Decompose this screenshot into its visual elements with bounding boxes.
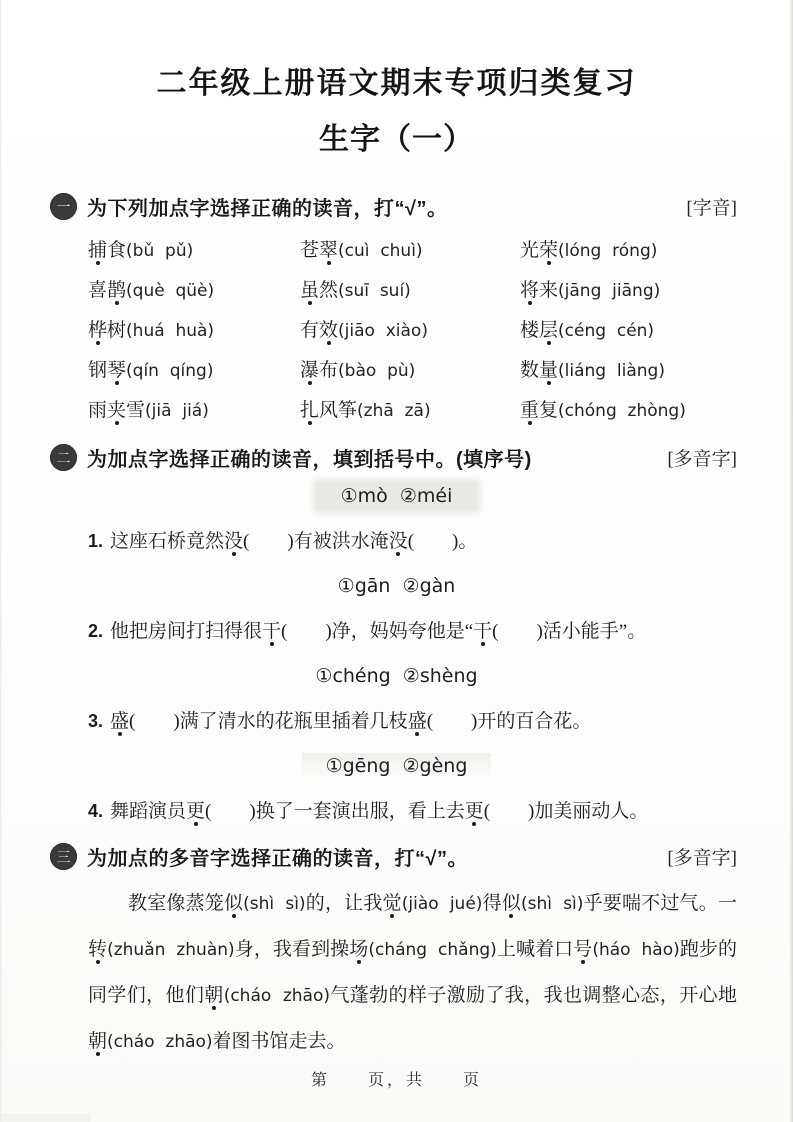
text-run: 教室像蒸笼 xyxy=(128,893,224,914)
dotted-char: 没 xyxy=(388,531,408,552)
dotted-char: 似 xyxy=(223,893,244,914)
numbered-item xyxy=(88,519,741,564)
pinyin-text: (cháo zhāo) xyxy=(223,986,330,1006)
section-polyphone-paragraph xyxy=(0,842,793,1065)
text-run: ( )满了清水的花瓶里插着几枝 xyxy=(129,711,408,732)
section-1-number-badge: 一 xyxy=(50,193,77,220)
text-run: 风 xyxy=(319,400,339,421)
pinyin-text: (cháng chǎng) xyxy=(368,940,497,960)
dotted-char: 号 xyxy=(573,939,593,960)
pinyin-choices: (bào pù) xyxy=(338,361,416,381)
text-run: 苍 xyxy=(300,240,320,261)
dotted-char: 转 xyxy=(88,939,108,960)
pinyin-text: (shì sì) xyxy=(521,894,584,914)
dotted-char: 层 xyxy=(539,320,559,341)
dotted-char: 似 xyxy=(501,893,522,914)
pinyin-choices: (céng cén) xyxy=(558,321,655,341)
item-number: 1. xyxy=(88,531,104,551)
text-run: ( )净，妈妈夸他是“ xyxy=(281,621,474,642)
dotted-char: 扎 xyxy=(300,400,320,421)
dotted-char: 荣 xyxy=(539,240,559,261)
page-title: 二年级上册语文期末专项归类复习 xyxy=(156,67,637,100)
section-3-heading: 为加点的多音字选择正确的读音，打“√”。 xyxy=(87,848,468,870)
word-item xyxy=(520,391,793,431)
word-item xyxy=(520,311,793,351)
item-number: 3. xyxy=(88,711,104,731)
text-run: 然 xyxy=(319,280,339,301)
word-item xyxy=(300,311,520,351)
dotted-char: 干 xyxy=(262,621,282,642)
word-item xyxy=(88,351,300,391)
dotted-char: 朝 xyxy=(204,985,224,1006)
text-run: 楼 xyxy=(520,320,540,341)
section-3-category-tag: [多音字] xyxy=(667,848,737,869)
pinyin-choices: (lóng róng) xyxy=(558,241,658,261)
word-item xyxy=(88,391,300,431)
scan-edge-right xyxy=(789,0,793,1122)
pinyin-options-line xyxy=(0,654,793,699)
pinyin-choices: (suī suí) xyxy=(338,281,411,301)
dotted-char: 虽 xyxy=(300,280,320,301)
section-2-heading: 为加点字选择正确的读音，填到括号中。(填序号) xyxy=(87,449,532,471)
word-pinyin-grid xyxy=(88,231,793,431)
word-item xyxy=(88,311,300,351)
text-run: ( )。 xyxy=(407,531,478,552)
dotted-char: 没 xyxy=(224,531,244,552)
text-run: 气蓬勃的样子激励了我，我也调整心态，开心地 xyxy=(329,985,737,1006)
word-item xyxy=(520,271,793,311)
section-1-category-tag: [字音] xyxy=(686,198,737,219)
pinyin-choices: (bǔ pǔ) xyxy=(126,241,194,261)
item-number: 2. xyxy=(88,621,104,641)
dotted-char: 盛 xyxy=(407,711,427,732)
pinyin-choices: (què qüè) xyxy=(126,281,215,301)
word-item xyxy=(520,231,793,271)
numbered-item xyxy=(88,789,741,834)
pinyin-text: (cháo zhāo) xyxy=(107,1032,213,1052)
word-item xyxy=(300,391,520,431)
dotted-char: 更 xyxy=(186,801,206,822)
pinyin-options: ①mò ②méi xyxy=(317,483,477,509)
pinyin-choices: (jiā jiá) xyxy=(145,401,209,421)
word-item xyxy=(300,351,520,391)
text-run: 这座石桥竟然 xyxy=(110,531,225,552)
page-subtitle: 生字（一） xyxy=(319,123,474,156)
section-2-blocks xyxy=(0,474,793,834)
pinyin-options-line xyxy=(0,474,793,519)
text-run: 上喊着口 xyxy=(496,939,574,960)
item-number: 4. xyxy=(88,801,104,821)
pinyin-choices: (qín qíng) xyxy=(126,361,214,381)
text-run: 筝 xyxy=(338,400,358,421)
text-run: 复 xyxy=(539,400,559,421)
pinyin-options-line xyxy=(0,744,793,789)
section-pronunciation-choice xyxy=(0,192,793,431)
dotted-char: 捕 xyxy=(88,240,108,261)
text-run: ( )开的百合花。 xyxy=(426,711,592,732)
dotted-char: 觉 xyxy=(382,893,402,914)
word-item xyxy=(88,231,300,271)
section-3-paragraph xyxy=(88,881,737,1065)
dotted-char: 盛 xyxy=(110,711,130,732)
word-row xyxy=(88,351,793,391)
numbered-item xyxy=(88,609,741,654)
text-run: 得 xyxy=(482,893,502,914)
section-3-number-badge: 三 xyxy=(50,843,77,870)
text-run: 着图书馆走去。 xyxy=(212,1031,346,1052)
dotted-char: 将 xyxy=(520,280,540,301)
dotted-char: 效 xyxy=(319,320,339,341)
text-run: 光 xyxy=(520,240,540,261)
pinyin-text: (shì sì) xyxy=(243,894,306,914)
word-row xyxy=(88,231,793,271)
text-run: 树 xyxy=(107,320,127,341)
section-2-header xyxy=(50,443,737,472)
word-item xyxy=(520,351,793,391)
dotted-char: 夹 xyxy=(107,400,127,421)
word-item xyxy=(300,271,520,311)
pinyin-choices: (huá huà) xyxy=(126,321,215,341)
pinyin-choices: (jiāo xiào) xyxy=(338,321,428,341)
text-run: 布 xyxy=(319,360,339,381)
pinyin-choices: (cuì chuì) xyxy=(338,241,423,261)
section-1-header xyxy=(50,192,737,221)
scan-edge-left xyxy=(0,0,2,1122)
pinyin-text: (jiào jué) xyxy=(401,894,483,914)
word-row xyxy=(88,271,793,311)
text-run: ( )活小能手”。 xyxy=(492,621,647,642)
text-run: 钢 xyxy=(88,360,108,381)
text-run: 他把房间打扫得很 xyxy=(110,621,263,642)
text-run: 的，让我 xyxy=(305,893,383,914)
numbered-item xyxy=(88,699,741,744)
dotted-char: 瀑 xyxy=(300,360,320,381)
pinyin-choices: (zhā zā) xyxy=(357,401,431,421)
pinyin-options-line xyxy=(0,564,793,609)
text-run: 乎要喘不过气。一 xyxy=(583,893,737,914)
section-3-header xyxy=(50,842,737,871)
section-2-category-tag: [多音字] xyxy=(667,449,737,470)
text-run: 食 xyxy=(107,240,127,261)
dotted-char: 量 xyxy=(539,360,559,381)
text-run: 来 xyxy=(539,280,559,301)
text-run: 舞蹈演员 xyxy=(110,801,187,822)
dotted-char: 朝 xyxy=(88,1031,108,1052)
text-run: 雨 xyxy=(88,400,108,421)
pinyin-choices: (chóng zhòng) xyxy=(558,401,686,421)
text-run: 有 xyxy=(300,320,320,341)
dotted-char: 场 xyxy=(349,939,369,960)
text-run: ( )换了一套演出服，看上去 xyxy=(205,801,465,822)
scan-corner-bottom-left xyxy=(0,1114,90,1122)
text-run: 身，我看到操 xyxy=(234,939,350,960)
word-item xyxy=(300,231,520,271)
dotted-char: 干 xyxy=(473,621,493,642)
section-1-heading: 为下列加点字选择正确的读音，打“√”。 xyxy=(87,198,448,220)
text-run: ( )有被洪水淹 xyxy=(243,531,389,552)
word-item xyxy=(88,271,300,311)
section-fill-in-number xyxy=(0,443,793,834)
text-run: 跑步的同学们，他们 xyxy=(88,939,737,1006)
pinyin-text: (háo hào) xyxy=(592,940,680,960)
dotted-char: 鹊 xyxy=(107,280,127,301)
pinyin-options: ①gēng ②gèng xyxy=(302,753,492,779)
pinyin-options: ①gān ②gàn xyxy=(337,575,456,597)
pinyin-choices: (liáng liàng) xyxy=(558,361,665,381)
word-row xyxy=(88,391,793,431)
text-run: 喜 xyxy=(88,280,108,301)
dotted-char: 更 xyxy=(464,801,484,822)
pinyin-text: (zhuǎn zhuàn) xyxy=(107,940,235,960)
dotted-char: 桦 xyxy=(88,320,108,341)
page-footer: 第 页，共 页 xyxy=(310,1072,482,1089)
dotted-char: 重 xyxy=(520,400,540,421)
text-run: ( )加美丽动人。 xyxy=(483,801,649,822)
word-row xyxy=(88,311,793,351)
dotted-char: 琴 xyxy=(107,360,127,381)
text-run: 数 xyxy=(520,360,540,381)
text-run: 雪 xyxy=(126,400,146,421)
pinyin-choices: (jāng jiāng) xyxy=(558,281,661,301)
pinyin-options: ①chéng ②shèng xyxy=(315,665,478,687)
dotted-char: 翠 xyxy=(319,240,339,261)
section-2-number-badge: 二 xyxy=(50,444,77,471)
